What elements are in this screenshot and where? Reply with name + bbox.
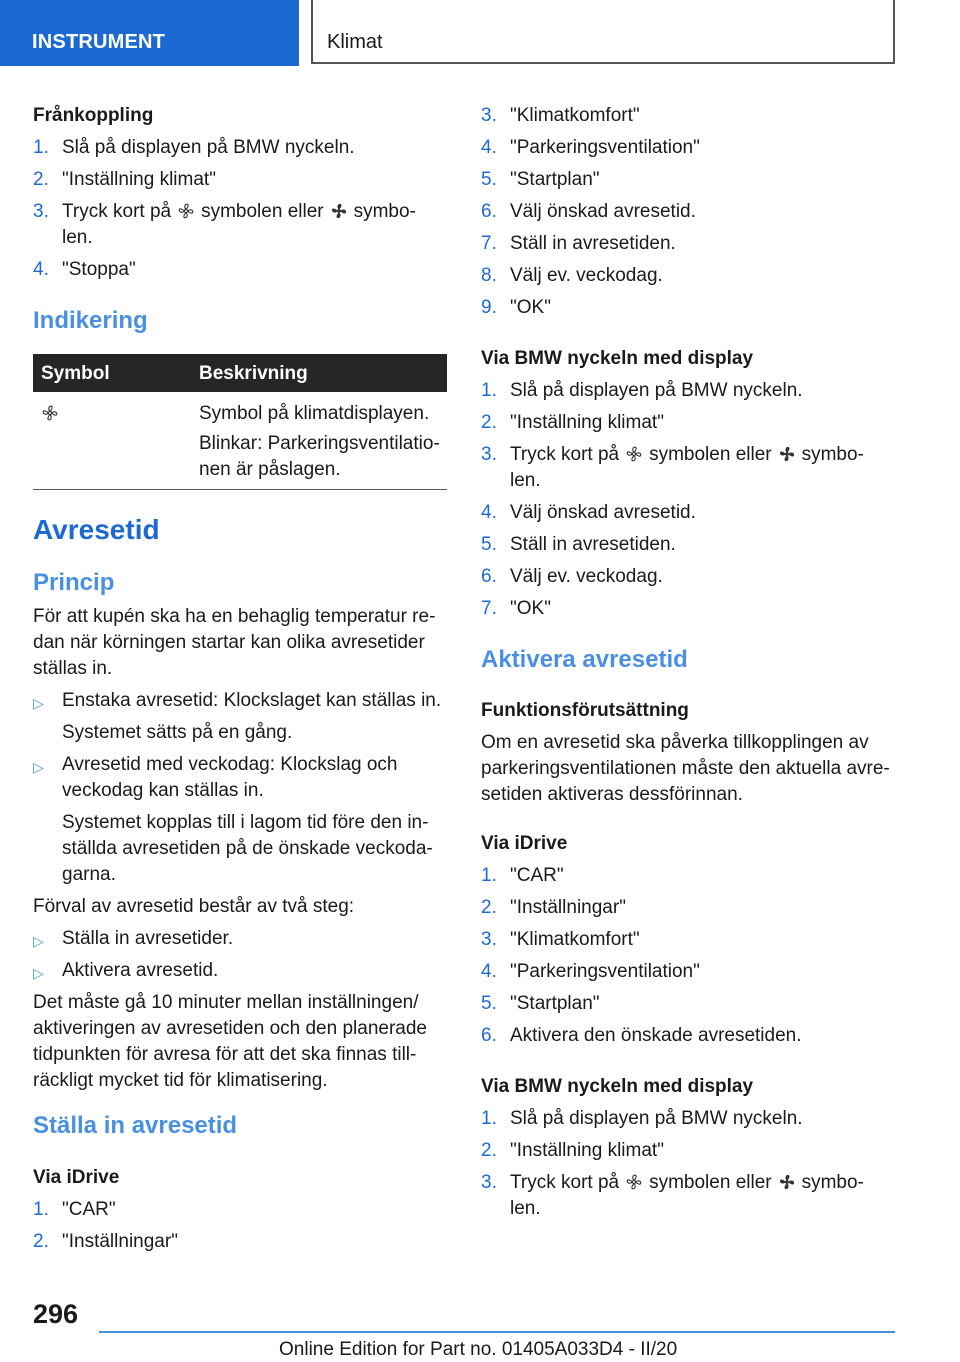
bullet-subtext: ställda avresetiden på de önskade veckoda- — [62, 838, 433, 859]
fan-filled-icon — [778, 445, 796, 471]
step-continuation: len. — [510, 470, 541, 491]
table-header — [33, 354, 447, 392]
paragraph-line: dan när körningen startar kan olika avresetider — [33, 632, 425, 653]
bullet-subtext: Systemet kopplas till i lagom tid före den in- — [62, 812, 429, 833]
fan-outline-icon — [625, 445, 643, 471]
column-header-description: Beskrivning — [199, 363, 308, 384]
table-cell: Symbol på klimatdisplayen. — [199, 403, 430, 424]
stalla-heading: Ställa in avresetid — [33, 1112, 238, 1139]
via-idrive-heading: Via iDrive — [33, 1167, 120, 1188]
section-tab — [0, 0, 299, 66]
page-number: 296 — [33, 1299, 79, 1329]
bullet-subtext: Systemet sätts på en gång. — [62, 722, 293, 743]
precondition-heading: Funktionsförutsättning — [481, 700, 689, 721]
fan-outline-icon — [625, 1173, 643, 1199]
paragraph-line: Förval av avresetid består av två steg: — [33, 896, 355, 917]
chapter-tab — [311, 0, 895, 64]
paragraph-line: parkeringsventilationen måste den aktuella avre- — [481, 758, 890, 779]
paragraph-line: setiden aktiveras dessförinnan. — [481, 784, 743, 805]
fan-outline-icon — [177, 202, 195, 228]
paragraph-line: räckligt mycket tid för klimatisering. — [33, 1070, 328, 1091]
table-divider — [33, 489, 447, 490]
paragraph-line: Det måste gå 10 minuter mellan inställningen/ — [33, 992, 419, 1013]
fan-outline-icon — [41, 404, 59, 427]
section-title: INSTRUMENT — [32, 31, 166, 53]
bullet-subtext: garna. — [62, 864, 116, 885]
aktivera-heading: Aktivera avresetid — [481, 646, 688, 673]
indikering-heading: Indikering — [33, 307, 148, 334]
paragraph-line: aktiveringen av avresetiden och den planerade — [33, 1018, 427, 1039]
bullet-continuation: veckodag kan ställas in. — [62, 780, 264, 801]
princip-heading: Princip — [33, 569, 115, 596]
paragraph-line: Om en avresetid ska påverka tillkopplingen av — [481, 732, 869, 753]
frankoppling-heading: Frånkoppling — [33, 105, 154, 126]
column-header-symbol: Symbol — [41, 363, 110, 384]
via-key-heading: Via BMW nyckeln med display — [481, 1076, 754, 1097]
fan-filled-icon — [778, 1173, 796, 1199]
chapter-title: Klimat — [327, 31, 383, 53]
paragraph-line: För att kupén ska ha en behaglig temperatur re- — [33, 606, 436, 627]
edition-text: Online Edition for Part no. 01405A033D4 - II/20 — [279, 1339, 678, 1360]
footer-divider — [99, 1331, 895, 1333]
via-idrive-heading: Via iDrive — [481, 833, 568, 854]
step-continuation: len. — [62, 227, 93, 248]
fan-filled-icon — [330, 202, 348, 228]
avresetid-heading: Avresetid — [33, 514, 160, 545]
table-cell: Blinkar: Parkeringsventilatio- — [199, 433, 440, 454]
paragraph-line: ställas in. — [33, 658, 113, 679]
table-cell: nen är påslagen. — [199, 459, 341, 480]
via-key-heading: Via BMW nyckeln med display — [481, 348, 754, 369]
paragraph-line: tidpunkten för avresa för att det ska finnas till- — [33, 1044, 417, 1065]
step-continuation: len. — [510, 1198, 541, 1219]
